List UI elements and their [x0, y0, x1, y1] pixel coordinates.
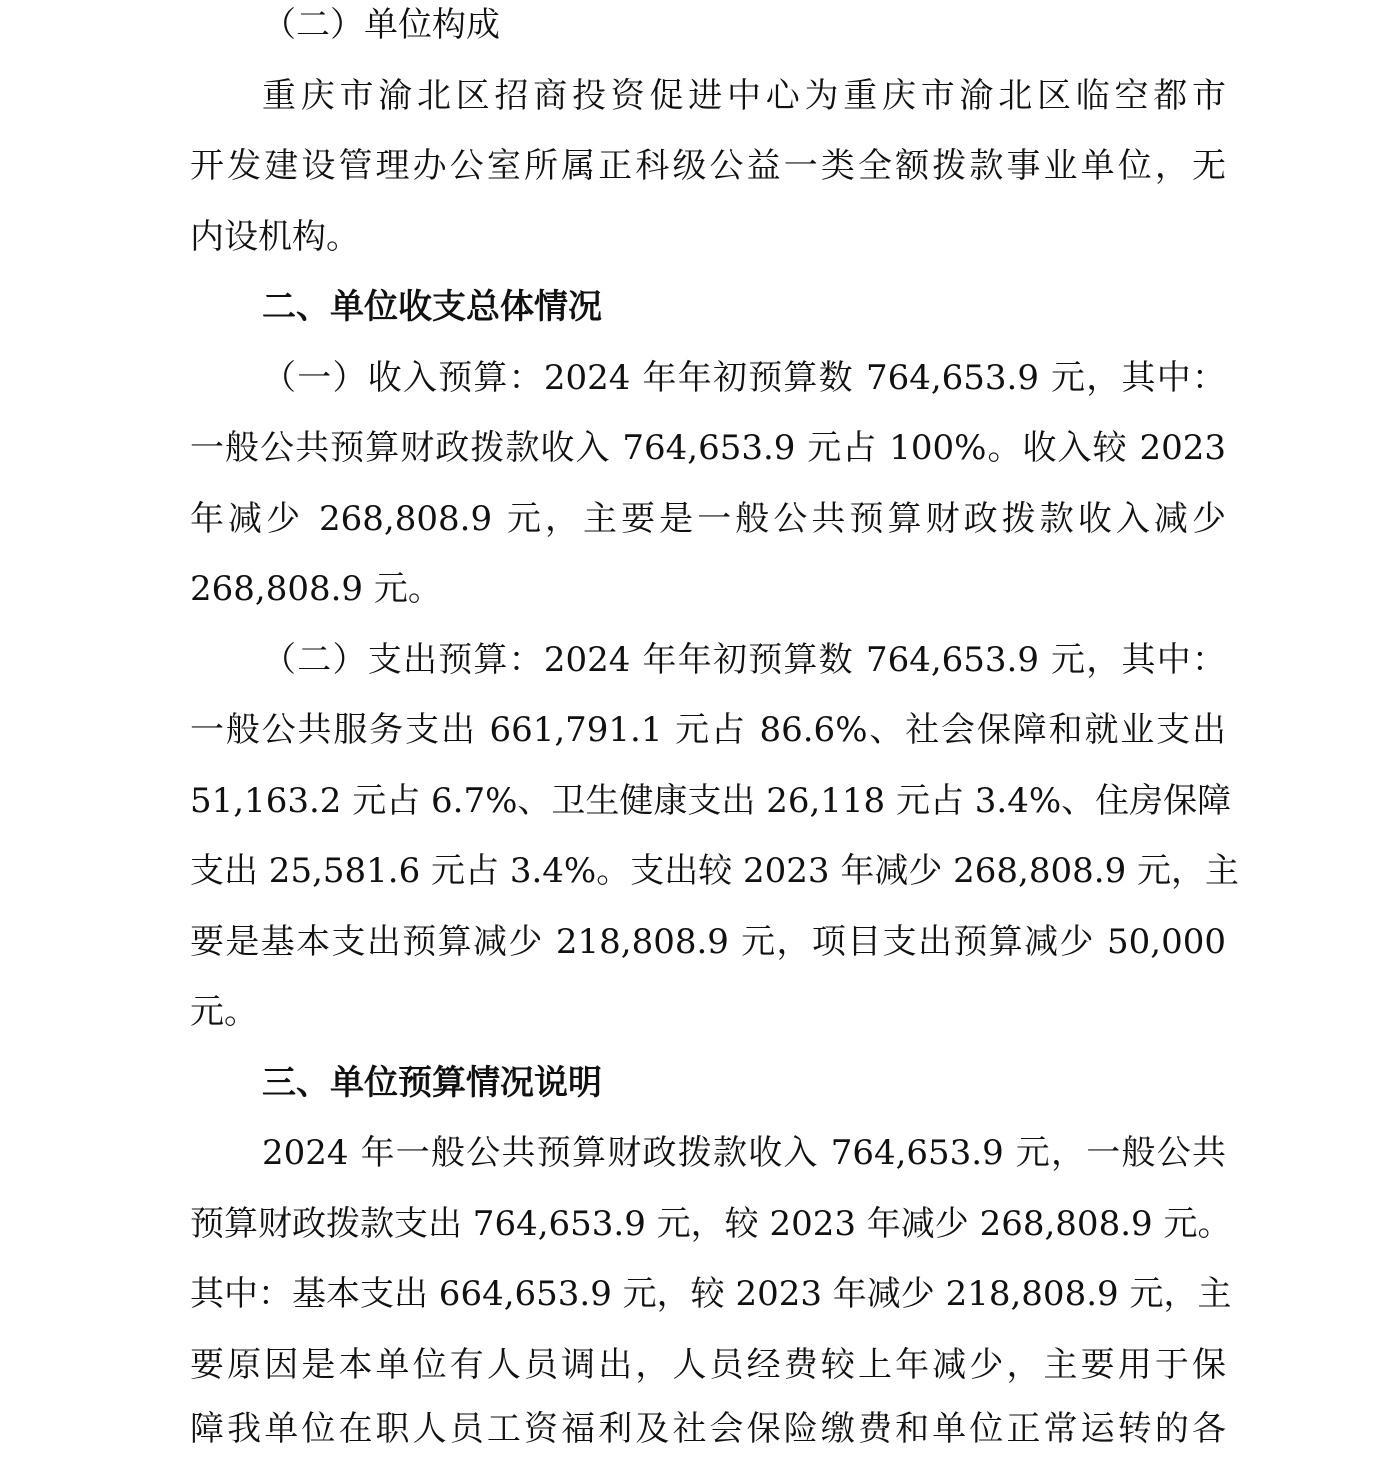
paragraph-line: 268,808.9 元。	[190, 569, 442, 609]
paragraph-line: 元。	[190, 992, 258, 1032]
paragraph-line: 开发建设管理办公室所属正科级公益一类全额拨款事业单位，无	[190, 146, 1226, 186]
paragraph-line: 2024 年一般公共预算财政拨款收入 764,653.9 元，一般公共	[262, 1133, 1226, 1173]
paragraph-line: 其中：基本支出 664,653.9 元，较 2023 年减少 218,808.9 元，主	[190, 1274, 1232, 1314]
section-heading-income-expense: 二、单位收支总体情况	[262, 287, 602, 327]
paragraph-line: 51,163.2 元占 6.7%、卫生健康支出 26,118 元占 3.4%、住房保障	[190, 781, 1232, 821]
paragraph-line: 要是基本支出预算减少 218,808.9 元，项目支出预算减少 50,000	[190, 922, 1226, 962]
paragraph-line: 重庆市渝北区招商投资促进中心为重庆市渝北区临空都市	[262, 76, 1226, 116]
paragraph-line: 预算财政拨款支出 764,653.9 元，较 2023 年减少 268,808.9 元。	[190, 1204, 1232, 1244]
paragraph-line: 支出 25,581.6 元占 3.4%。支出较 2023 年减少 268,808.9 元，主	[190, 851, 1240, 891]
section-heading-budget-explanation: 三、单位预算情况说明	[262, 1063, 602, 1103]
paragraph-line: （一）收入预算：2024 年年初预算数 764,653.9 元，其中：	[262, 358, 1226, 398]
paragraph-line: 障我单位在职人员工资福利及社会保险缴费和单位正常运转的各	[190, 1409, 1226, 1449]
section-subheading-unit-composition: （二）单位构成	[262, 5, 500, 45]
paragraph-line: 一般公共服务支出 661,791.1 元占 86.6%、社会保障和就业支出	[190, 710, 1226, 750]
paragraph-line: （二）支出预算：2024 年年初预算数 764,653.9 元，其中：	[262, 640, 1226, 680]
paragraph-line: 年减少 268,808.9 元，主要是一般公共预算财政拨款收入减少	[190, 499, 1226, 539]
paragraph-line: 一般公共预算财政拨款收入 764,653.9 元占 100%。收入较 2023	[190, 428, 1226, 468]
paragraph-line: 要原因是本单位有人员调出，人员经费较上年减少，主要用于保	[190, 1345, 1226, 1385]
paragraph-line: 内设机构。	[190, 217, 360, 257]
